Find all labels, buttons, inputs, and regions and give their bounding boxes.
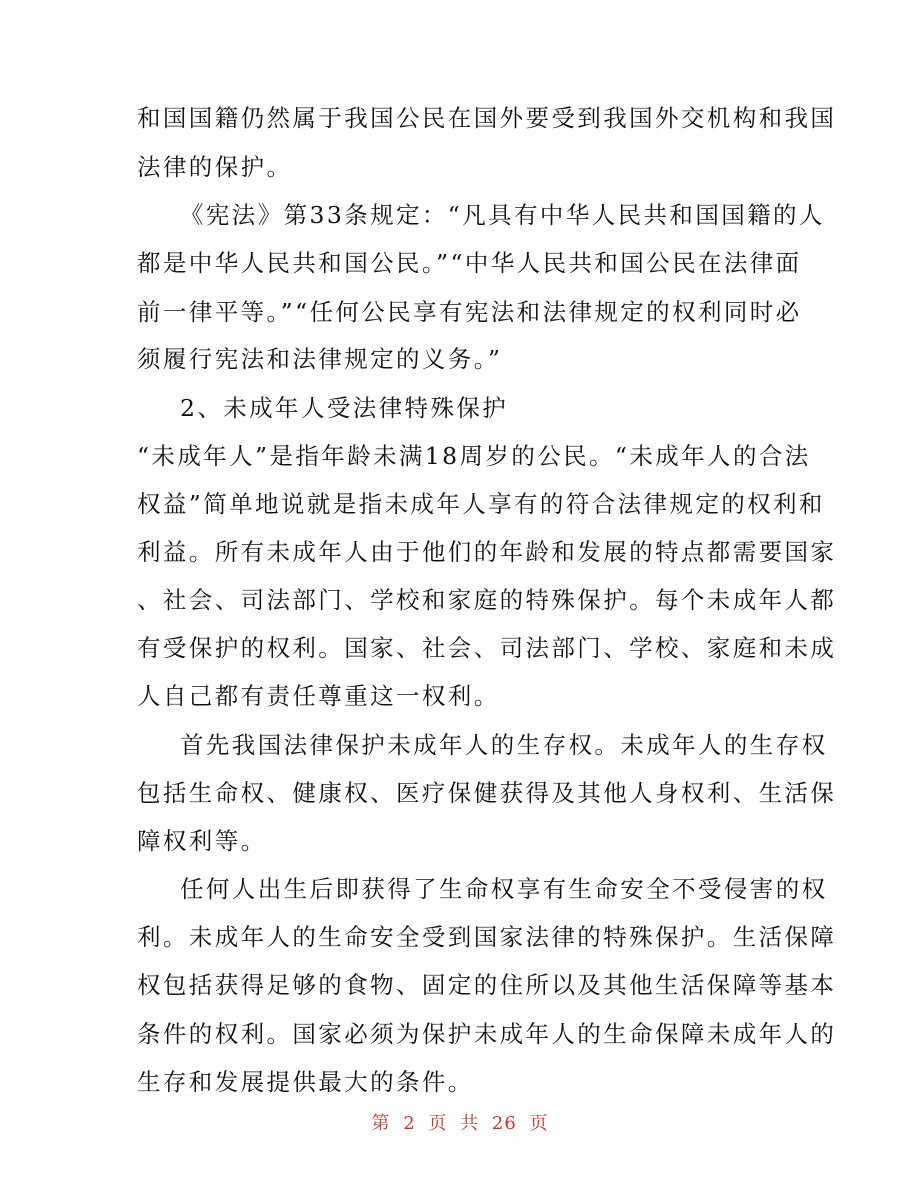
footer-total-label: 共 [460, 1113, 480, 1134]
paragraph-line: 《宪法》第33条规定：“凡具有中华人民共和国国籍的人 [180, 201, 825, 229]
footer-prefix: 第 [371, 1113, 391, 1134]
paragraph-line: 生存和发展提供最大的条件。 [137, 1068, 474, 1096]
paragraph-line: 和国国籍仍然属于我国公民在国外要受到我国外交机构和我国 [137, 104, 837, 132]
paragraph-line: 权益”简单地说就是指未成年人享有的符合法律规定的权利和 [137, 490, 825, 518]
paragraph-line: “未成年人”是指年龄未满18周岁的公民。“未成年人的合法 [137, 442, 811, 470]
paragraph-line: 利。未成年人的生命安全受到国家法律的特殊保护。生活保障 [137, 923, 837, 951]
page-number-footer [0, 1112, 920, 1136]
paragraph-line: 任何人出生后即获得了生命权享有生命安全不受侵害的权 [180, 875, 828, 903]
section-heading: 2、未成年人受法律特殊保护 [180, 394, 509, 422]
paragraph-line: 有受保护的权利。国家、社会、司法部门、学校、家庭和未成 [137, 634, 837, 662]
paragraph-line: 权包括获得足够的食物、固定的住所以及其他生活保障等基本 [137, 971, 837, 999]
current-page-number: 2 [403, 1113, 416, 1134]
paragraph-line: 包括生命权、健康权、医疗保健获得及其他人身权利、生活保 [137, 779, 837, 807]
paragraph-line: 须履行宪法和法律规定的义务。” [137, 345, 503, 373]
paragraph-line: 首先我国法律保护未成年人的生存权。未成年人的生存权 [180, 731, 828, 759]
paragraph-line: 人自己都有责任尊重这一权利。 [137, 682, 500, 710]
paragraph-line: 利益。所有未成年人由于他们的年龄和发展的特点都需要国家 [137, 538, 837, 566]
paragraph-line: 前一律平等。”“任何公民享有宪法和法律规定的权利同时必 [137, 298, 802, 326]
footer-page-unit: 页 [428, 1113, 448, 1134]
paragraph-line: 条件的权利。国家必须为保护未成年人的生命保障未成年人的 [137, 1020, 837, 1048]
paragraph-line: 障权利等。 [137, 827, 267, 855]
paragraph-line: 法律的保护。 [137, 153, 293, 181]
total-page-count: 26 [491, 1113, 517, 1134]
footer-total-unit: 页 [529, 1113, 549, 1134]
paragraph-line: 、社会、司法部门、学校和家庭的特殊保护。每个未成年人都 [137, 586, 837, 614]
paragraph-line: 都是中华人民共和国公民。”“中华人民共和国公民在法律面 [137, 249, 802, 277]
